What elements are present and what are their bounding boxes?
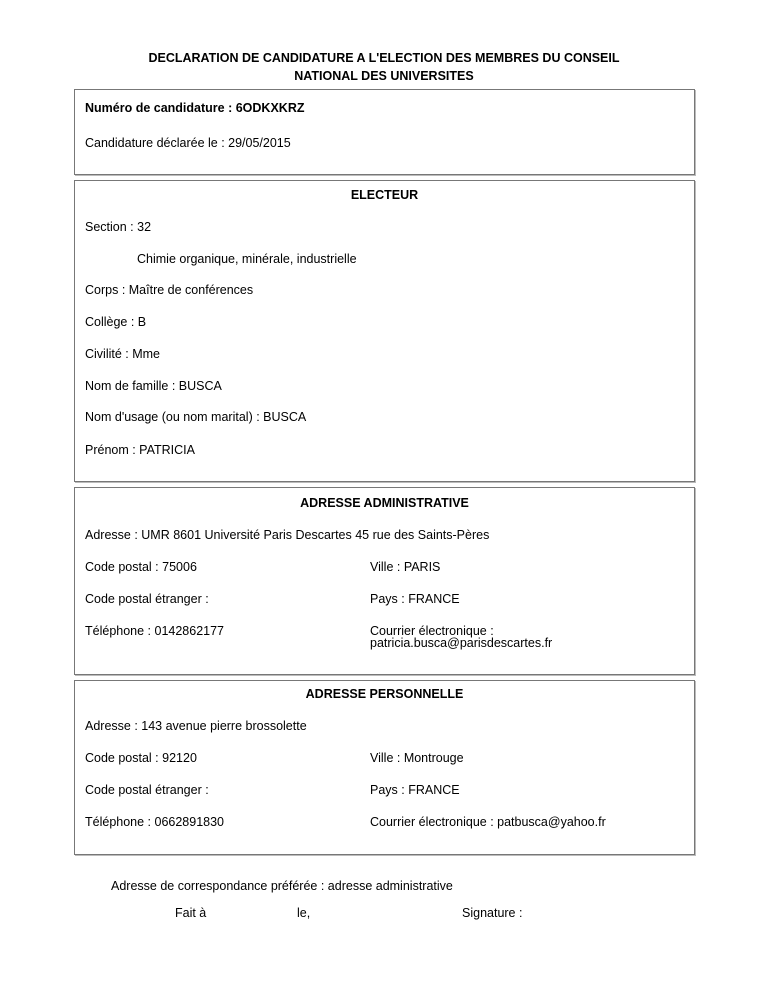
electeur-college: Collège : B: [85, 315, 147, 329]
document-title-line1: DECLARATION DE CANDIDATURE A L'ELECTION DES MEMBRES DU CONSEIL: [148, 51, 620, 65]
perso-telephone: Téléphone : 0662891830: [85, 815, 225, 829]
electeur-corps: Corps : Maître de conférences: [85, 283, 254, 297]
electeur-heading: ELECTEUR: [350, 188, 419, 202]
document-title: [0, 49, 768, 85]
perso-adresse: Adresse : 143 avenue pierre brossolette: [85, 719, 307, 733]
electeur-prenom: Prénom : PATRICIA: [85, 443, 195, 457]
electeur-nom-famille: Nom de famille : BUSCA: [85, 379, 222, 393]
admin-telephone: Téléphone : 0142862177: [85, 624, 225, 638]
admin-courriel-value: patricia.busca@parisdescartes.fr: [370, 636, 553, 650]
adresse-administrative-box: [74, 487, 695, 675]
perso-pays: Pays : FRANCE: [370, 783, 460, 797]
admin-code-postal-etranger: Code postal étranger :: [85, 592, 209, 606]
adresse-personnelle-heading: ADRESSE PERSONNELLE: [305, 687, 464, 701]
electeur-box: [74, 180, 695, 482]
candidature-number: Numéro de candidature : 6ODKXKRZ: [85, 101, 305, 115]
admin-courriel-label: Courrier électronique :: [370, 624, 494, 638]
admin-code-postal: Code postal : 75006: [85, 560, 197, 574]
candidature-box: [74, 89, 695, 175]
document-title-line2: NATIONAL DES UNIVERSITES: [294, 69, 474, 83]
adresse-personnelle-box: [74, 680, 695, 855]
correspondance-preferee: Adresse de correspondance préférée : adresse administrative: [111, 879, 453, 893]
admin-ville: Ville : PARIS: [370, 560, 441, 574]
admin-pays: Pays : FRANCE: [370, 592, 460, 606]
admin-adresse: Adresse : UMR 8601 Université Paris Descartes 45 rue des Saints-Pères: [85, 528, 490, 542]
fait-a-label: Fait à: [175, 906, 207, 920]
signature-label: Signature :: [462, 906, 523, 920]
perso-ville: Ville : Montrouge: [370, 751, 464, 765]
electeur-section: Section : 32: [85, 220, 152, 234]
perso-code-postal-etranger: Code postal étranger :: [85, 783, 209, 797]
candidature-date: Candidature déclarée le : 29/05/2015: [85, 136, 291, 150]
electeur-civilite: Civilité : Mme: [85, 347, 161, 361]
perso-code-postal: Code postal : 92120: [85, 751, 197, 765]
electeur-section-name: Chimie organique, minérale, industrielle: [137, 252, 357, 266]
electeur-nom-usage: Nom d'usage (ou nom marital) : BUSCA: [85, 410, 307, 424]
adresse-administrative-heading: ADRESSE ADMINISTRATIVE: [300, 496, 469, 510]
date-label: le,: [297, 906, 311, 920]
perso-courriel: Courrier électronique : patbusca@yahoo.fr: [370, 815, 606, 829]
